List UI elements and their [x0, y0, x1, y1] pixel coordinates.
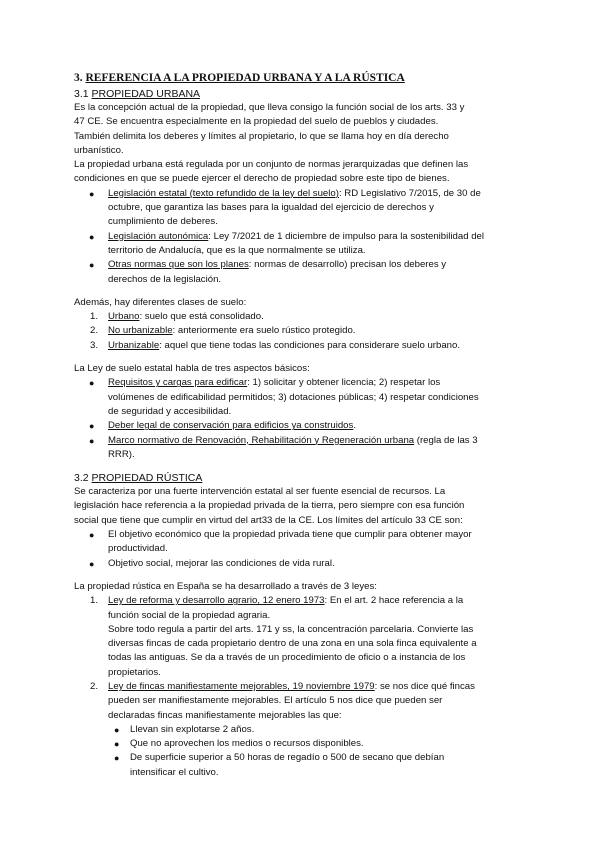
- aspects-list: [74, 376, 538, 462]
- subsection-number: 3.1: [74, 88, 89, 100]
- list-item: ● Llevan sin explotarse 2 años.: [74, 723, 538, 737]
- list-item: ● El objetivo económico que la propiedad privada tiene que cumplir para obtener mayor productividad.: [89, 529, 472, 555]
- improvable-farms-list: [74, 723, 538, 780]
- limits-list: [74, 528, 538, 571]
- subsection-heading-rustica: [74, 471, 538, 485]
- bullet-icon: ●: [89, 558, 95, 569]
- section-heading: [74, 71, 538, 86]
- list-item: 2. No urbanizable: anteriormente era suelo rústico protegido.: [90, 325, 356, 337]
- list-item: ● Marco normativo de Renovación, Rehabilitación y Regeneración urbana (regla de las 3 RRR).: [89, 434, 478, 460]
- list-item: ● Que no aprovechen los medios o recursos disponibles.: [74, 737, 538, 751]
- document-page: [74, 71, 538, 780]
- section-title: REFERENCIA A LA PROPIEDAD URBANA Y A LA RÚSTICA: [85, 72, 405, 84]
- list-item: 3. Urbanizable: aquel que tiene todas las condiciones para considerare suelo urbano.: [90, 339, 461, 351]
- list-item: ● Deber legal de conservación para edificios ya construidos.: [74, 419, 538, 433]
- bullet-icon: ●: [89, 435, 95, 446]
- paragraph: Además, hay diferentes clases de suelo:: [74, 296, 247, 308]
- bullet-icon: ●: [89, 421, 95, 432]
- list-item: ● Legislación autonómica: Ley 7/2021 de 1 diciembre de impulso para la sostenibilidad del territorio de Andalucía, que es la que normalmente se utiliza.: [89, 230, 485, 256]
- list-item: 2. Ley de fincas manifiestamente mejorables, 19 noviembre 1979: se nos dice qué fincas pueden ser manifiestamente mejorables. El artículo 5 nos dice que pueden ser declaradas fincas manifiestamente mejorables las que:: [90, 680, 475, 721]
- list-item: ● Legislación estatal (texto refundido de la ley del suelo): RD Legislativo 7/2015, de 30 de octubre, que garantiza las bases para la igualdad del ejercicio de derechos y cumplimiento de deberes.: [89, 187, 481, 228]
- subsection-title: PROPIEDAD RÚSTICA: [91, 472, 203, 485]
- soil-classes-list: [74, 310, 538, 353]
- bullet-icon: ●: [89, 188, 95, 199]
- subsection-number: 3.2: [74, 472, 89, 485]
- paragraph: La propiedad urbana está regulada por un conjunto de normas jerarquizadas que definen las condiciones en que se puede ejercer el derecho de propiedad sobre este tipo de bienes.: [74, 159, 469, 185]
- subsection-title: PROPIEDAD URBANA: [91, 88, 201, 100]
- paragraph: Se caracteriza por una fuerte intervención estatal al ser fuente esencial de recursos. La legislación hace referencia a la propiedad privada de la tierra, pero siempre con esa función social que tiene que cumplir en virtud del art33 de la CE. Los límites del artículo 33 CE son:: [74, 486, 465, 526]
- laws-list: [74, 594, 538, 723]
- paragraph: La propiedad rústica en España se ha desarrollado a través de 3 leyes:: [74, 580, 377, 592]
- list-item: ● Requisitos y cargas para edificar: 1) solicitar y obtener licencia; 2) respetar los volúmenes de edificabilidad permitidos; 3) dotaciones públicas; 4) respetar condiciones de seguridad y accesibilidad.: [89, 377, 479, 417]
- list-item: ● Otras normas que son los planes: normas de desarrollo) precisan los deberes y derechos de la legislación.: [89, 259, 447, 285]
- list-item: ● De superficie superior a 50 horas de regadío o 500 de secano que debían intensificar el cultivo.: [114, 752, 445, 778]
- bullet-icon: ●: [114, 739, 120, 750]
- paragraph: Es la concepción actual de la propiedad, que lleva consigo la función social de los arts. 33 y 47 CE. Se encuentra especialmente en la propiedad del suelo de pueblos y ciudades. También delimita los deberes y límites al propietario, lo que se llama hoy en día derecho urbanístico.: [74, 102, 465, 156]
- section-number: 3.: [74, 72, 83, 84]
- bullet-icon: ●: [89, 530, 95, 541]
- subsection-heading-urbana: [74, 87, 538, 101]
- list-item: ● Objetivo social, mejorar las condiciones de vida rural.: [74, 557, 538, 571]
- bullet-icon: ●: [89, 260, 95, 271]
- legislation-list: [74, 187, 538, 287]
- list-item: 1. Urbano: suelo que está consolidado.: [90, 311, 264, 323]
- bullet-icon: ●: [89, 231, 95, 242]
- bullet-icon: ●: [114, 753, 120, 764]
- paragraph: La Ley de suelo estatal habla de tres aspectos básicos:: [74, 363, 310, 375]
- bullet-icon: ●: [89, 378, 95, 389]
- list-item: 1. Ley de reforma y desarrollo agrario, 12 enero 1973: En el art. 2 hace referencia a la función social de la propiedad agraria. Sobre todo regula a partir del arts. 171 y ss, la concentración parcelaria. Convierte las diversas fincas de cada propietario dentro de una zona en una sola finca equivalente a todas las antiguas. Se da a través de un procedimiento de oficio o a instancia de los propietarios.: [90, 595, 477, 678]
- bullet-icon: ●: [114, 724, 120, 735]
